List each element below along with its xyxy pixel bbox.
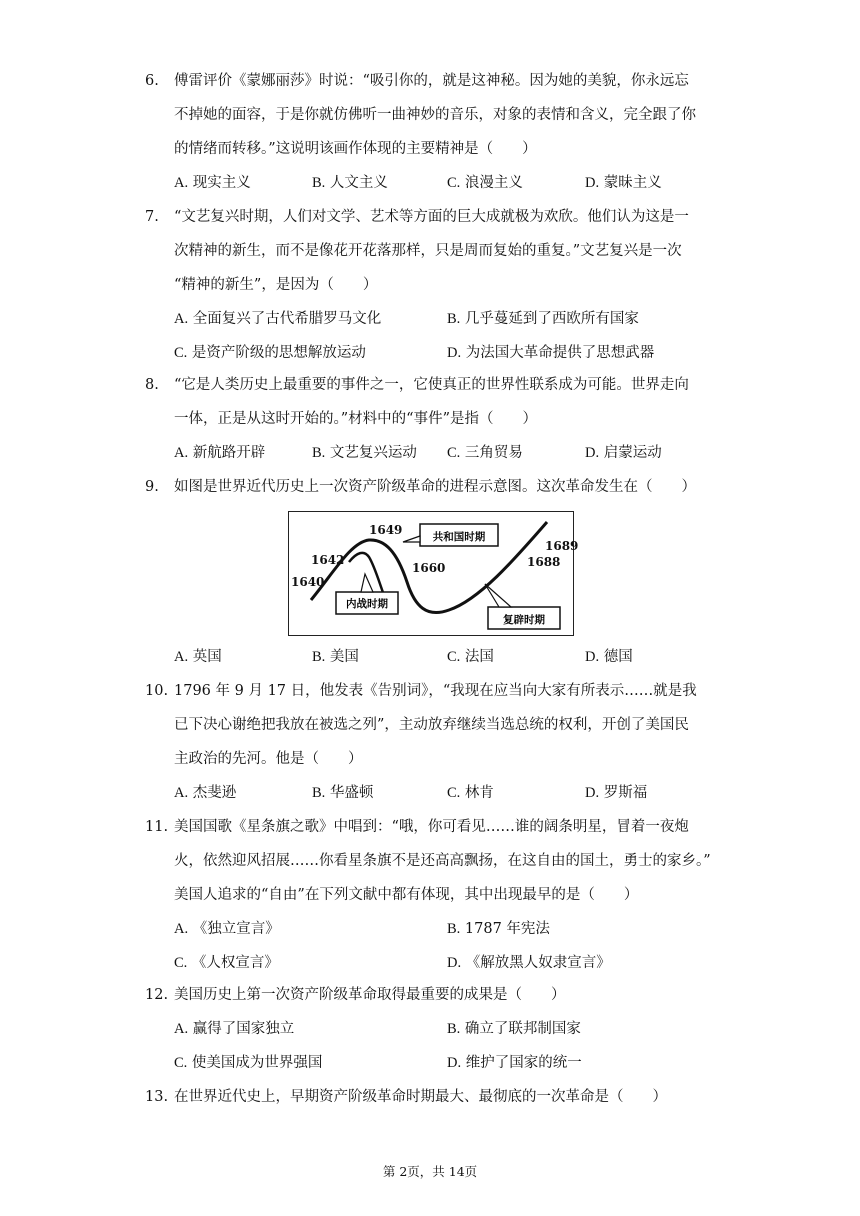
- page-footer: 第 2页，共 14页: [382, 1164, 478, 1179]
- question-text: 的情绪而转移。”这说明该画作体现的主要精神是（ ）: [174, 141, 537, 157]
- option-b: B. 人文主义: [312, 175, 388, 191]
- question-text: 在世界近代史上，早期资产阶级革命时期最大、最彻底的一次革命是（ ）: [174, 1089, 667, 1105]
- option-d: D. 蒙昧主义: [585, 175, 662, 191]
- question-number: 7.: [145, 209, 159, 225]
- question-text: “文艺复兴时期，人们对文学、艺术等方面的巨大成就极为欢欣。他们认为这是一: [174, 209, 689, 225]
- question-12: [145, 978, 745, 1080]
- question-number: 10.: [145, 683, 169, 699]
- option-b: B. 华盛顿: [312, 785, 374, 801]
- year-label: 1660: [412, 561, 446, 575]
- question-11: [145, 810, 745, 980]
- option-d: D. 德国: [585, 649, 633, 665]
- question-text: 傅雷评价《蒙娜丽莎》时说：“吸引你的，就是这神秘。因为她的美貌，你永远忘: [174, 73, 689, 89]
- question-number: 13.: [145, 1089, 169, 1105]
- callout-pointer: [403, 536, 420, 542]
- question-8: [145, 368, 745, 470]
- question-10: [145, 674, 745, 810]
- option-c: C. 是资产阶级的思想解放运动: [174, 345, 366, 361]
- option-b: B. 确立了联邦制国家: [447, 1021, 581, 1037]
- option-b: B. 1787 年宪法: [447, 921, 550, 937]
- question-text: “精神的新生”，是因为（ ）: [174, 277, 378, 293]
- question-text: 已下决心谢绝把我放在被选之列”，主动放弃继续当选总统的权利，开创了美国民: [174, 717, 689, 733]
- option-d: D. 维护了国家的统一: [447, 1055, 582, 1071]
- option-a: A. 《独立宣言》: [174, 921, 280, 937]
- option-c: C. 三角贸易: [447, 445, 523, 461]
- question-number: 6.: [145, 73, 159, 89]
- option-c: C. 法国: [447, 649, 494, 665]
- question-6: [145, 64, 745, 200]
- option-c: C. 《人权宣言》: [174, 955, 279, 971]
- question-text: 如图是世界近代历史上一次资产阶级革命的进程示意图。这次革命发生在（ ）: [174, 479, 696, 495]
- question-7: [145, 200, 745, 370]
- question-text: 一体，正是从这时开始的。”材料中的“事件”是指（ ）: [174, 411, 537, 427]
- option-c: C. 林肯: [447, 785, 494, 801]
- question-text: 美国国歌《星条旗之歌》中唱到：“哦，你可看见……谁的阔条明星，冒着一夜炮: [174, 819, 689, 835]
- diagram-canvas: [289, 512, 579, 634]
- option-a: A. 新航路开辟: [174, 445, 266, 461]
- question-text: 美国人追求的“自由”在下列文献中都有体现，其中出现最早的是（ ）: [174, 887, 639, 903]
- question-text: 1796 年 9 月 17 日，他发表《告别词》，“我现在应当向大家有所表示……就是我: [174, 683, 697, 699]
- option-b: B. 几乎蔓延到了西欧所有国家: [447, 311, 639, 327]
- option-d: D. 启蒙运动: [585, 445, 662, 461]
- option-b: B. 文艺复兴运动: [312, 445, 417, 461]
- callout-pointer: [485, 584, 511, 607]
- question-number: 8.: [145, 377, 159, 393]
- callout-pointer: [361, 574, 373, 592]
- revolution-process-diagram: [288, 511, 579, 636]
- option-c: C. 使美国成为世界强国: [174, 1055, 323, 1071]
- question-number: 11.: [145, 819, 169, 835]
- question-number: 12.: [145, 987, 169, 1003]
- question-9-options: [145, 640, 745, 674]
- year-label: 1649: [369, 523, 403, 537]
- option-a: A. 杰斐逊: [174, 785, 237, 801]
- option-d: D. 《解放黑人奴隶宣言》: [447, 955, 611, 971]
- year-label: 1689: [545, 539, 579, 553]
- period-label: 复辟时期: [503, 614, 545, 626]
- option-b: B. 美国: [312, 649, 359, 665]
- question-number: 9.: [145, 479, 159, 495]
- question-9: [145, 470, 745, 504]
- question-text: “它是人类历史上最重要的事件之一，它使真正的世界性联系成为可能。世界走向: [174, 377, 689, 393]
- question-text: 美国历史上第一次资产阶级革命取得最重要的成果是（ ）: [174, 987, 566, 1003]
- year-label: 1688: [527, 555, 561, 569]
- year-label: 1642: [311, 553, 345, 567]
- question-13: [145, 1080, 745, 1114]
- option-a: A. 赢得了国家独立: [174, 1021, 295, 1037]
- period-label: 内战时期: [346, 598, 388, 610]
- period-label: 共和国时期: [432, 531, 486, 543]
- option-a: A. 全面复兴了古代希腊罗马文化: [174, 311, 382, 327]
- option-c: C. 浪漫主义: [447, 175, 523, 191]
- question-text: 火，依然迎风招展……你看星条旗不是还高高飘扬，在这自由的国土，勇士的家乡。”: [174, 853, 711, 869]
- option-d: D. 为法国大革命提供了思想武器: [447, 345, 655, 361]
- question-text: 不掉她的面容，于是你就仿佛听一曲神妙的音乐，对象的表情和含义，完全跟了你: [174, 107, 696, 123]
- question-text: 主政治的先河。他是（ ）: [174, 751, 363, 767]
- question-text: 次精神的新生，而不是像花开花落那样，只是周而复始的重复。”文艺复兴是一次: [174, 243, 682, 259]
- option-a: A. 英国: [174, 649, 222, 665]
- option-d: D. 罗斯福: [585, 785, 648, 801]
- year-label: 1640: [291, 575, 325, 589]
- option-a: A. 现实主义: [174, 175, 251, 191]
